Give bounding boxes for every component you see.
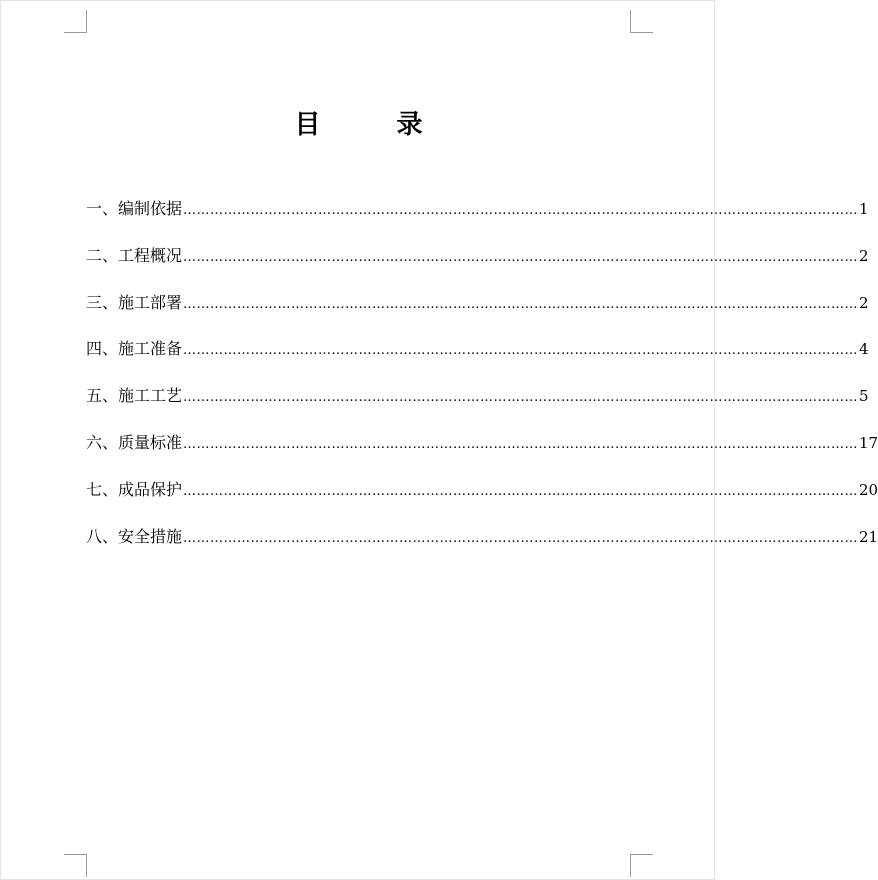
toc-entry-page: 5 <box>859 387 869 406</box>
page-title <box>1 105 716 145</box>
toc-entry[interactable] <box>86 336 869 383</box>
toc-entry-page: 17 <box>859 433 878 452</box>
toc-entry-page: 2 <box>859 246 869 265</box>
toc-entry[interactable] <box>86 196 869 243</box>
page-title-char: 目 <box>294 110 321 140</box>
toc-entry-label: 一、编制依据 <box>86 199 183 218</box>
toc-entry[interactable] <box>86 477 878 524</box>
toc-entry[interactable] <box>86 524 878 571</box>
toc-entry-label: 八、安全措施 <box>86 526 183 546</box>
toc-entry-page: 1 <box>859 200 869 218</box>
page-title-char: 录 <box>396 110 423 140</box>
toc-entry-label: 七、成品保护 <box>86 479 183 499</box>
toc-leader-dots: …………………………………………………………………………………………………………………………………… <box>183 203 859 218</box>
toc-entry-page: 4 <box>859 340 869 359</box>
crop-mark-top-left <box>64 10 87 33</box>
toc-entry-label: 二、工程概况 <box>86 245 183 265</box>
table-of-contents <box>86 196 878 570</box>
toc-entry[interactable] <box>86 290 869 337</box>
toc-leader-dots: …………………………………………………………………………………………………………………………………… <box>183 436 859 452</box>
toc-entry-page: 20 <box>859 480 878 499</box>
toc-entry-label: 四、施工准备 <box>86 339 183 359</box>
toc-entry[interactable] <box>86 383 869 430</box>
toc-leader-dots: …………………………………………………………………………………………………………………………………… <box>183 249 859 265</box>
toc-leader-dots: …………………………………………………………………………………………………………………………………… <box>183 343 859 359</box>
crop-mark-top-right <box>630 10 653 33</box>
toc-leader-dots: …………………………………………………………………………………………………………………………………… <box>183 530 859 546</box>
toc-leader-dots: …………………………………………………………………………………………………………………………………… <box>183 296 859 312</box>
crop-mark-bottom-right <box>630 854 653 877</box>
toc-entry[interactable] <box>86 243 869 290</box>
toc-leader-dots: …………………………………………………………………………………………………………………………………… <box>183 483 859 499</box>
crop-mark-bottom-left <box>64 854 87 877</box>
toc-entry-label: 三、施工部署 <box>86 292 183 312</box>
toc-entry-label: 六、质量标准 <box>86 432 183 452</box>
toc-entry-page: 21 <box>859 527 878 546</box>
toc-entry-label: 五、施工工艺 <box>86 386 183 406</box>
toc-entry-page: 2 <box>859 293 869 312</box>
toc-entry[interactable] <box>86 430 878 477</box>
toc-leader-dots: …………………………………………………………………………………………………………………………………… <box>183 390 859 406</box>
